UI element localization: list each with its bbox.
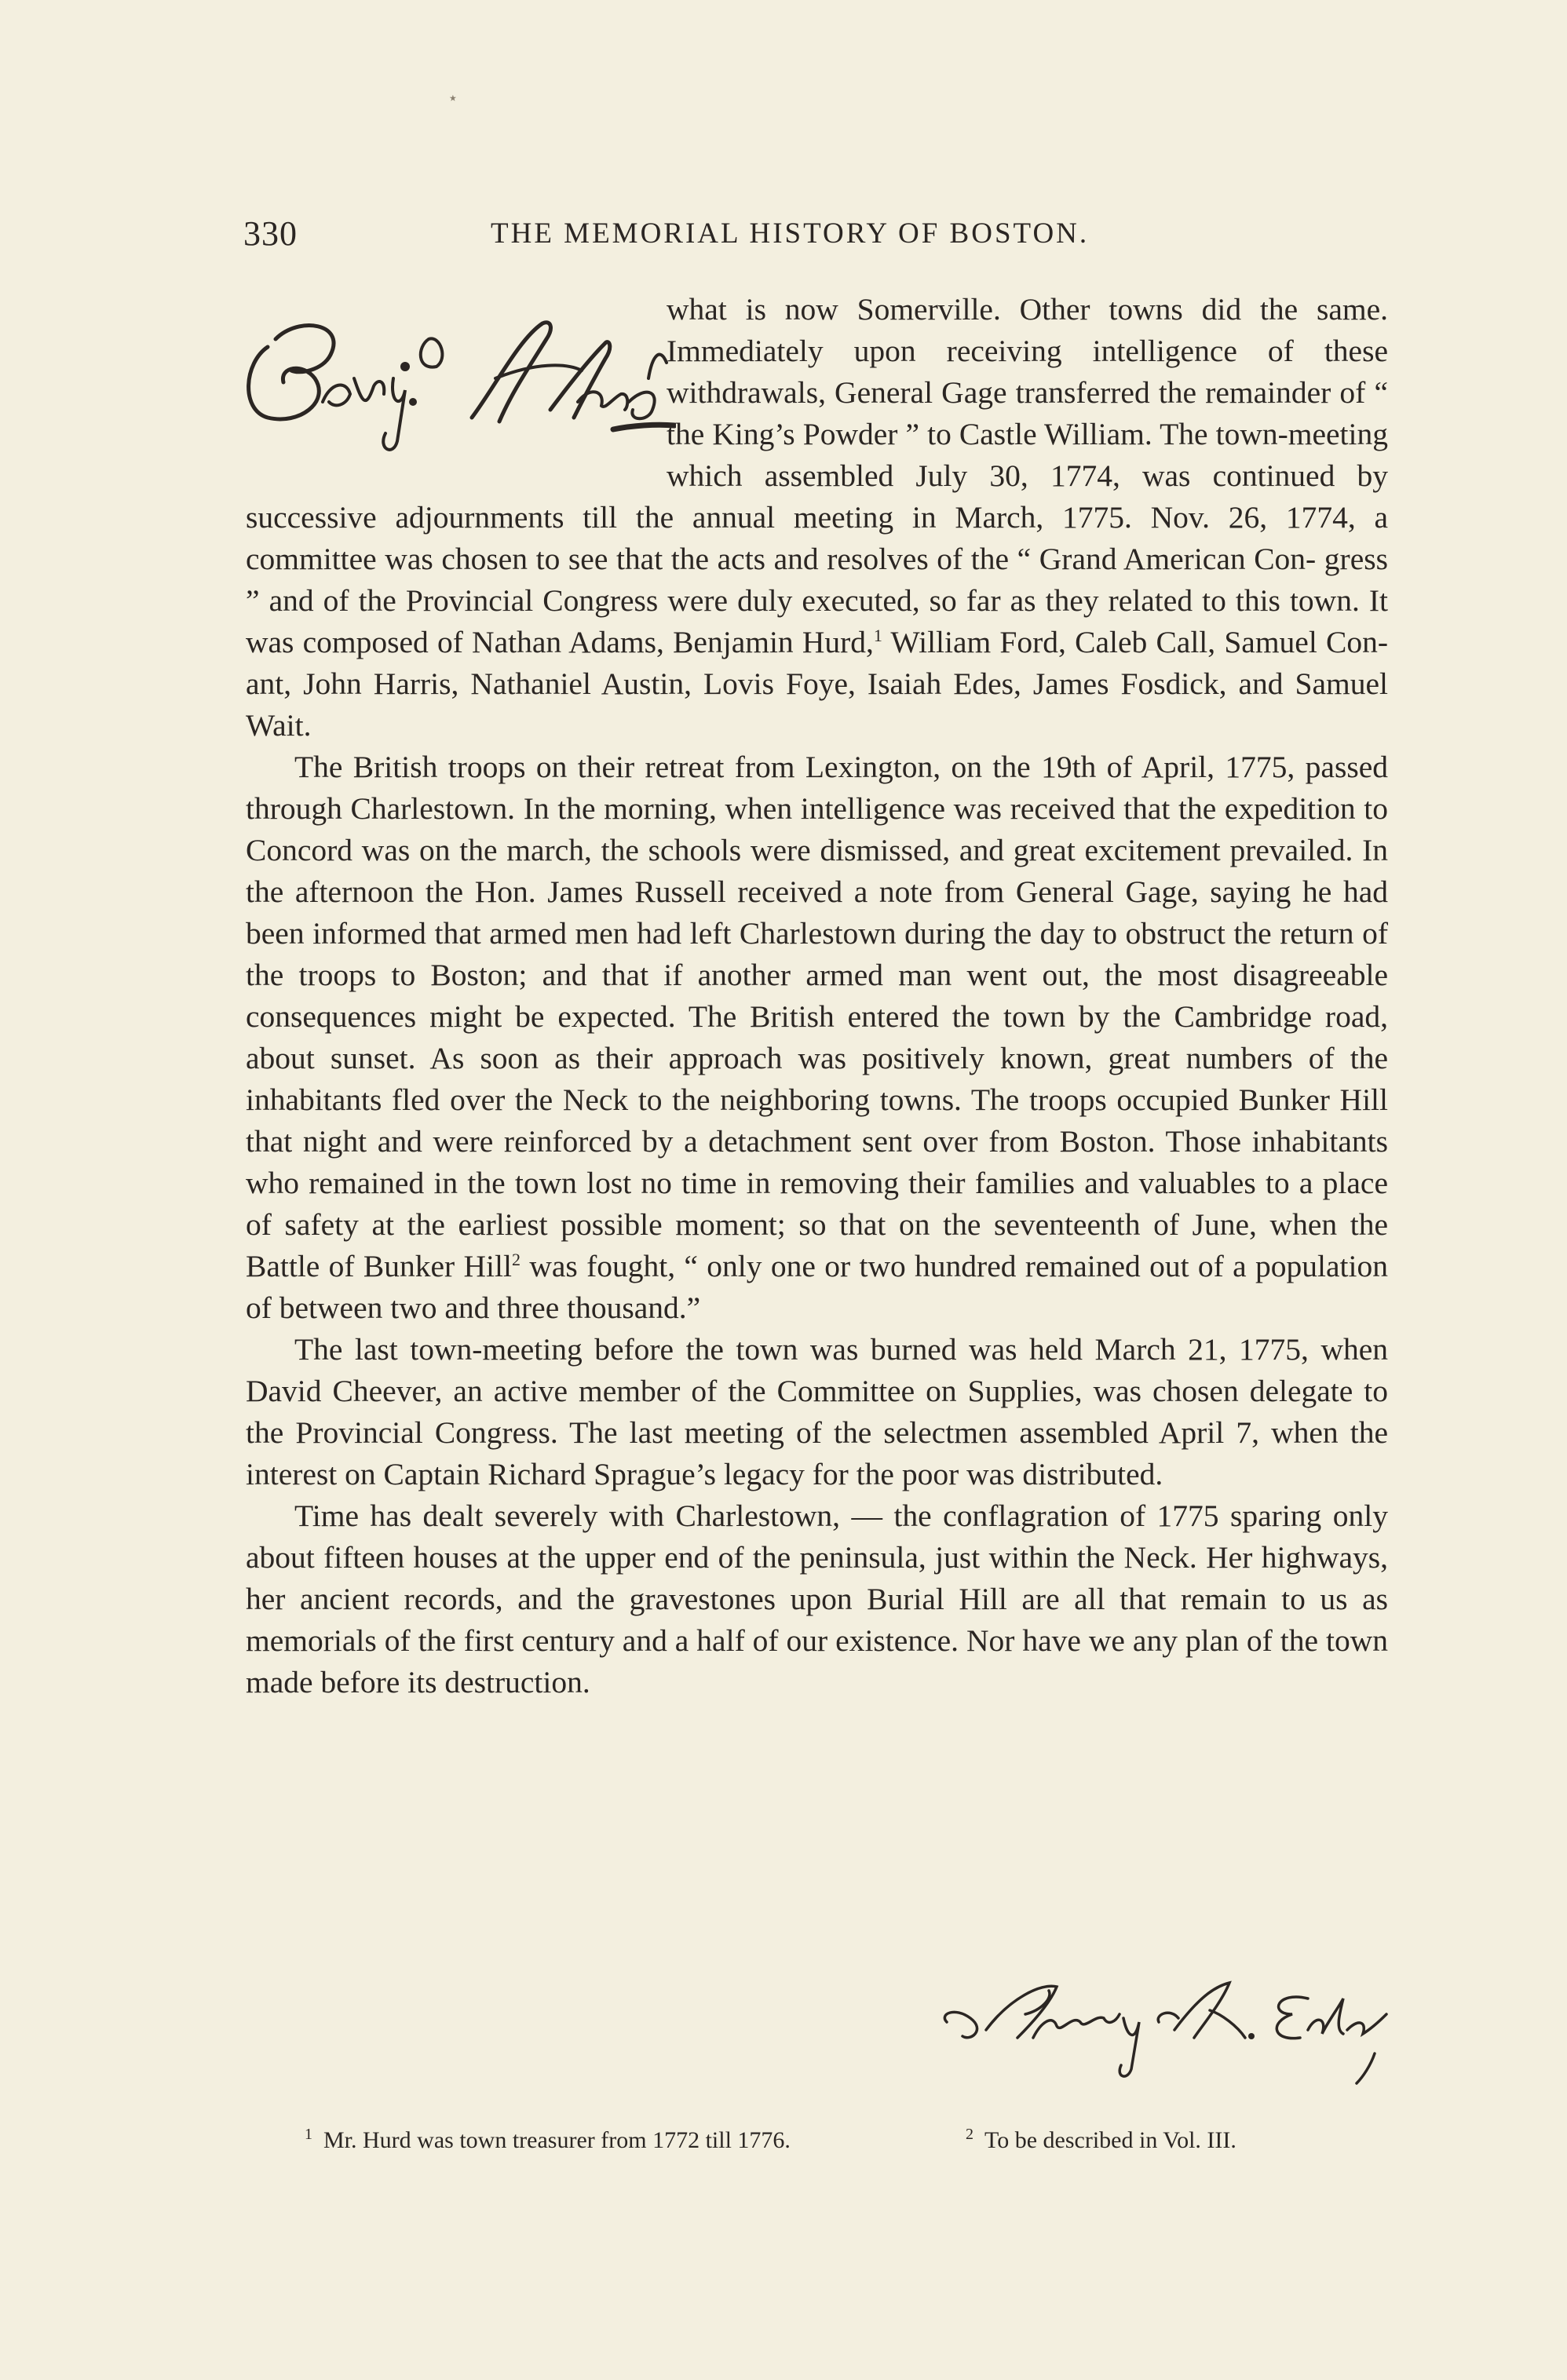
footnote-1-text: Mr. Hurd was town treasurer from 1772 till 1776.: [323, 2127, 791, 2153]
footnote-ref-2[interactable]: 2: [511, 1249, 521, 1269]
print-speck: ⋆: [447, 88, 458, 108]
footnote-1: [305, 2126, 791, 2154]
footnote-1-mark: 1: [305, 2126, 312, 2143]
paragraph-1: [246, 289, 1388, 746]
footnote-2: [966, 2126, 1236, 2154]
footnote-2-mark: 2: [966, 2126, 973, 2143]
paragraph-1-text-continued: William Ford, Caleb Call, Samuel Con- ant, John Harris, Nathaniel Austin, Lovis Foye, Isaiah Edes, James Fosdick, and Samuel Wait.: [246, 625, 1388, 743]
body-text: [246, 289, 1388, 1703]
paragraph-1-text: what is now Somerville. Other towns did the same. Immediately upon receiving intelligence of these withdrawals, General Gage transferred the remainder of “ the King’s Powder ” to Castle William. The town-meeting which assembled July 30, 1774, was continued by successive adjournments till the annual meeting in March, 1775. Nov. 26, 1774, a committee was chosen to see that the acts and resolves of the “ Grand American Con- gress ” and of the Provincial Congress were duly executed, so far as they related to this town. It was composed of Nathan Adams, Benjamin Hurd,: [246, 292, 1388, 659]
paragraph-4: Time has dealt severely with Charlestown, — the conflagration of 1775 sparing only about fifteen houses at the upper end of the peninsula, just within the Neck. Her highways, her ancient records, and the gravestones upon Burial Hill are all that remain to us as memorials of the first century and a half of our existence. Nor have we any plan of the town made before its destruction.: [246, 1498, 1388, 1699]
paragraph-3: The last town-meeting before the town was burned was held March 21, 1775, when David Cheever, an active member of the Committee on Supplies, was chosen delegate to the Provincial Congress. The last meeting of the selectmen assembled April 7, when the interest on Captain Richard Sprague’s legacy for the poor was distributed.: [246, 1332, 1388, 1491]
page-number: 330: [243, 214, 298, 253]
footnote-ref-1[interactable]: 1: [873, 625, 882, 645]
paragraph-2-text: The British troops on their retreat from Lexington, on the 19th of April, 1775, passed through Charlestown. In the morning, when intelligence was received that the expedition to Concord was on the march, the schools were dismissed, and great excitement prevailed. In the afternoon the Hon. James Russell received a note from General Gage, saying he had been informed that armed men had left Charlestown during the day to obstruct the return of the troops to Boston; and that if another armed man went out, the most disagreeable consequences might be expected. The British entered the town by the Cambridge road, about sunset. As soon as their approach was positively known, great numbers of the inhabitants fled over the Neck to the neighboring towns. The troops occupied Bunker Hill that night and were reinforced by a detachment sent over from Boston. Those inhabitants who remained in the town lost no time in removing their families and valuables to a place of safety at the earliest possible moment; so that on the seventeenth of June, when the Battle of Bunker Hill: [246, 750, 1388, 1283]
paragraph-2-text-continued: was fought, “ only one or two hundred remained out of a population of between two and three thousand.”: [246, 1249, 1389, 1325]
footnote-2-text: To be described in Vol. III.: [984, 2127, 1236, 2153]
running-head: [243, 210, 1390, 254]
edes-autograph: [939, 1967, 1394, 2085]
running-head-title: THE MEMORIAL HISTORY OF BOSTON.: [491, 217, 1090, 250]
paragraph-2: [246, 746, 1388, 1329]
hurd-autograph: [246, 292, 667, 458]
footnotes: [305, 2126, 1388, 2157]
